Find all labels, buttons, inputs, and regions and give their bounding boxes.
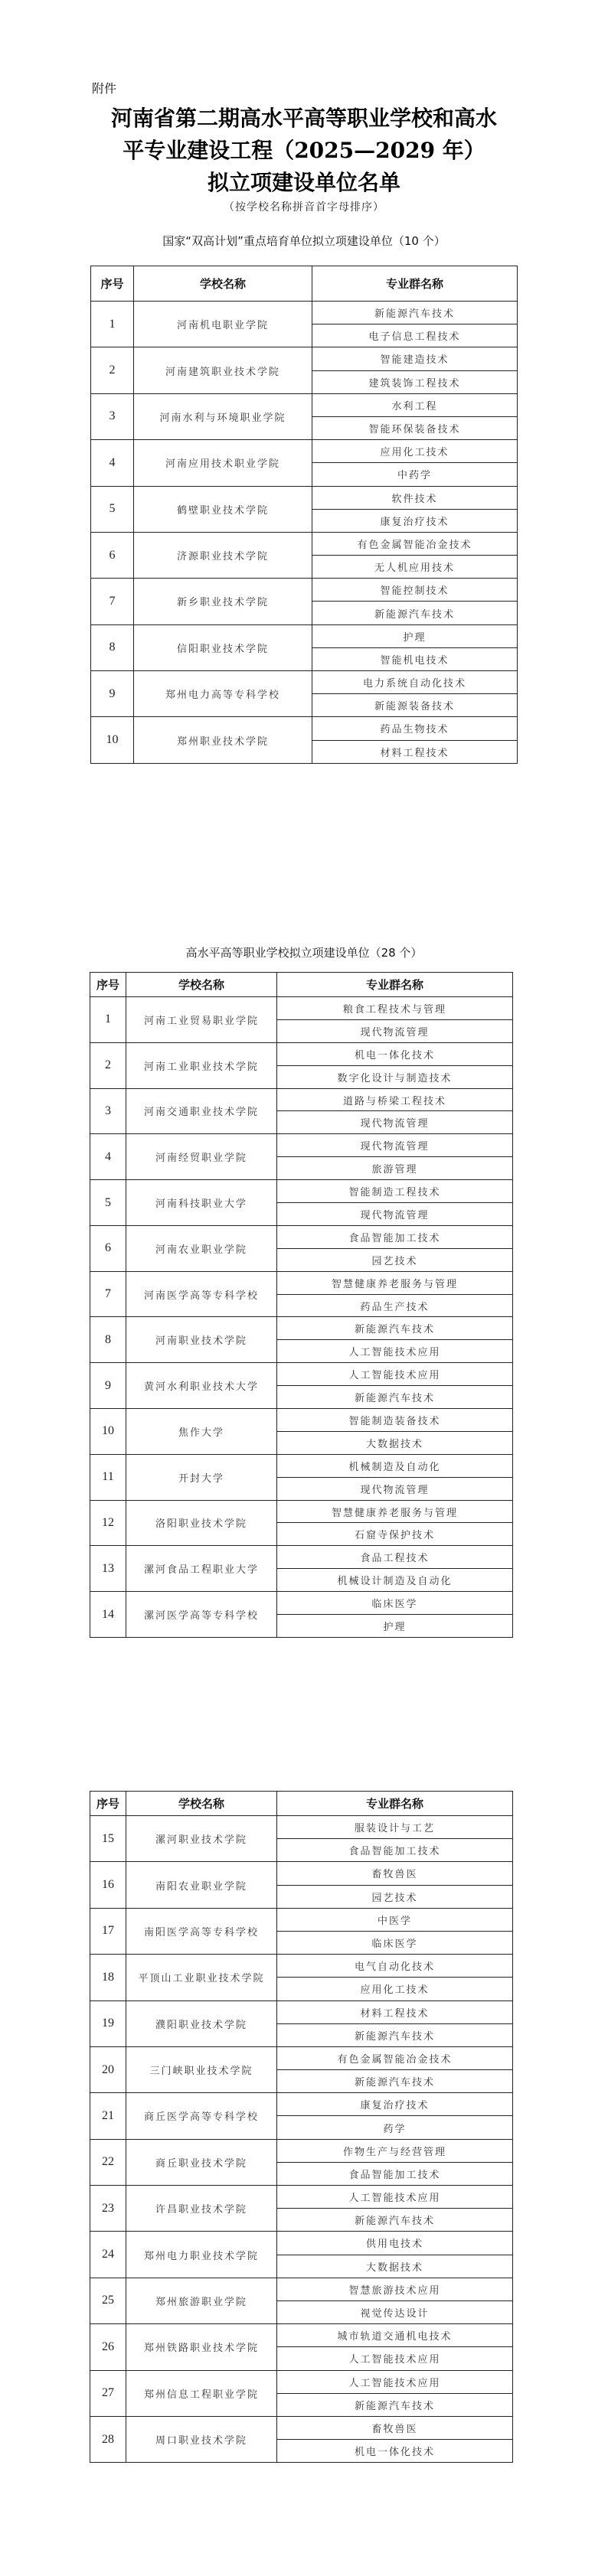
seq-cell: 10 [90, 1409, 126, 1455]
seq-cell: 4 [91, 440, 134, 486]
major-group-cell: 无人机应用技术 [312, 556, 518, 579]
seq-cell: 13 [90, 1546, 126, 1592]
major-group-cell: 现代物流管理 [277, 1134, 513, 1157]
table-row [91, 393, 518, 416]
major-group-cell: 机电一体化技术 [277, 2440, 513, 2463]
major-group-cell: 人工智能技术应用 [277, 1363, 513, 1386]
seq-cell: 7 [90, 1271, 126, 1317]
major-group-cell: 智能机电技术 [312, 647, 518, 670]
table-row [91, 347, 518, 370]
table-row [90, 2324, 513, 2347]
column-header-seq: 序号 [90, 973, 126, 997]
major-group-cell: 现代物流管理 [277, 1019, 513, 1042]
table-row [90, 1134, 513, 1157]
title-line-3: 拟立项建设单位名单 [207, 170, 400, 195]
title-line-1: 河南省第二期高水平高等职业学校和高水 [110, 106, 497, 131]
school-name-cell: 平顶山工业职业技术学院 [126, 1955, 277, 2000]
seq-cell: 2 [90, 1042, 126, 1088]
major-group-cell: 中药学 [312, 463, 518, 486]
seq-cell: 12 [90, 1500, 126, 1546]
major-group-cell: 电子信息工程技术 [312, 324, 518, 347]
school-name-cell: 开封大学 [126, 1454, 277, 1500]
column-header-school: 学校名称 [126, 973, 277, 997]
table-row [91, 717, 518, 740]
major-group-cell: 智能控制技术 [312, 579, 518, 602]
major-group-cell: 药品生产技术 [277, 1294, 513, 1317]
school-name-cell: 黄河水利职业技术大学 [126, 1363, 277, 1409]
table-row [90, 2046, 513, 2069]
school-name-cell: 商丘医学高等专科学校 [126, 2093, 277, 2139]
school-name-cell: 郑州铁路职业技术学院 [126, 2324, 277, 2370]
major-group-cell: 有色金属智能冶金技术 [312, 532, 518, 555]
major-group-cell: 人工智能技术应用 [277, 2347, 513, 2370]
seq-cell: 5 [91, 486, 134, 532]
school-name-cell: 郑州电力高等专科学校 [134, 671, 312, 717]
seq-cell: 20 [90, 2046, 126, 2092]
major-group-cell: 旅游管理 [277, 1157, 513, 1180]
page-title [84, 103, 524, 199]
table-row [90, 2186, 513, 2209]
school-name-cell: 郑州职业技术学院 [134, 717, 312, 763]
table-row [91, 671, 518, 694]
table-row [90, 2370, 513, 2393]
seq-cell: 3 [91, 393, 134, 439]
table-row [90, 2232, 513, 2255]
major-group-cell: 智慧健康养老服务与管理 [277, 1500, 513, 1523]
table-row [90, 1409, 513, 1432]
major-group-cell: 智能制造工程技术 [277, 1180, 513, 1203]
major-group-cell: 智慧健康养老服务与管理 [277, 1271, 513, 1294]
table-row [90, 1317, 513, 1340]
table-row [90, 1271, 513, 1294]
seq-cell: 19 [90, 2000, 126, 2046]
major-group-cell: 应用化工技术 [277, 1978, 513, 2000]
major-group-cell: 建筑装饰工程技术 [312, 370, 518, 393]
school-name-cell: 周口职业技术学院 [126, 2416, 277, 2462]
seq-cell: 8 [91, 624, 134, 670]
seq-cell: 23 [90, 2186, 126, 2232]
table-row [91, 579, 518, 602]
major-group-cell: 新能源装备技术 [312, 694, 518, 717]
table-row [90, 1955, 513, 1978]
school-name-cell: 河南机电职业学院 [134, 302, 312, 347]
major-group-cell: 水利工程 [312, 393, 518, 416]
table-row [90, 2416, 513, 2439]
major-group-cell: 应用化工技术 [312, 440, 518, 463]
table-row [90, 1592, 513, 1615]
major-group-cell: 新能源汽车技术 [312, 602, 518, 624]
school-name-cell: 河南水利与环境职业学院 [134, 393, 312, 439]
double-high-units-table [90, 266, 518, 764]
seq-cell: 4 [90, 1134, 126, 1180]
major-group-cell: 智能制造装备技术 [277, 1409, 513, 1432]
school-name-cell: 郑州电力职业技术学院 [126, 2232, 277, 2278]
major-group-cell: 食品智能加工技术 [277, 1839, 513, 1862]
seq-cell: 9 [91, 671, 134, 717]
major-group-cell: 作物生产与经营管理 [277, 2139, 513, 2162]
school-name-cell: 洛阳职业技术学院 [126, 1500, 277, 1546]
school-name-cell: 濮阳职业技术学院 [126, 2000, 277, 2046]
table-row [90, 1088, 513, 1111]
table-row [90, 1908, 513, 1931]
major-group-cell: 石窟寺保护技术 [277, 1523, 513, 1546]
table-header-row [90, 1792, 513, 1816]
school-name-cell: 新乡职业技术学院 [134, 579, 312, 624]
title-line-2: 平专业建设工程（2025—2029 年） [123, 138, 485, 163]
high-level-schools-table [90, 972, 513, 1638]
school-name-cell: 河南应用技术职业学院 [134, 440, 312, 486]
major-group-cell: 大数据技术 [277, 2255, 513, 2278]
seq-cell: 28 [90, 2416, 126, 2462]
column-header-seq: 序号 [91, 266, 134, 302]
school-name-cell: 河南科技职业大学 [126, 1180, 277, 1226]
seq-cell: 24 [90, 2232, 126, 2278]
major-group-cell: 数字化设计与制造技术 [277, 1065, 513, 1088]
seq-cell: 22 [90, 2139, 126, 2185]
school-name-cell: 商丘职业技术学院 [126, 2139, 277, 2185]
major-group-cell: 城市轨道交通机电技术 [277, 2324, 513, 2347]
seq-cell: 9 [90, 1363, 126, 1409]
major-group-cell: 食品工程技术 [277, 1546, 513, 1569]
major-group-cell: 临床医学 [277, 1931, 513, 1954]
major-group-cell: 机电一体化技术 [277, 1042, 513, 1065]
major-group-cell: 药学 [277, 2116, 513, 2139]
table-row [90, 1862, 513, 1885]
seq-cell: 21 [90, 2093, 126, 2139]
major-group-cell: 智能建造技术 [312, 347, 518, 370]
school-name-cell: 济源职业技术学院 [134, 532, 312, 578]
major-group-cell: 药品生物技术 [312, 717, 518, 740]
seq-cell: 15 [90, 1816, 126, 1862]
major-group-cell: 食品智能加工技术 [277, 2162, 513, 2185]
table-row [90, 2278, 513, 2300]
column-header-seq: 序号 [90, 1792, 126, 1816]
seq-cell: 18 [90, 1955, 126, 2000]
seq-cell: 17 [90, 1908, 126, 1954]
school-name-cell: 许昌职业技术学院 [126, 2186, 277, 2232]
major-group-cell: 供用电技术 [277, 2232, 513, 2255]
column-header-school: 学校名称 [126, 1792, 277, 1816]
seq-cell: 6 [91, 532, 134, 578]
major-group-cell: 电气自动化技术 [277, 1955, 513, 1978]
section-heading-double-high: 国家“双高计划”重点培育单位拟立项建设单位（10 个） [162, 234, 446, 248]
table-row [90, 1180, 513, 1203]
seq-cell: 5 [90, 1180, 126, 1226]
seq-cell: 1 [91, 302, 134, 347]
school-name-cell: 河南交通职业技术学院 [126, 1088, 277, 1134]
school-name-cell: 漯河医学高等专科学校 [126, 1592, 277, 1638]
school-name-cell: 郑州旅游职业学院 [126, 2278, 277, 2323]
table-row [90, 2093, 513, 2116]
table-row [91, 486, 518, 509]
major-group-cell: 畜牧兽医 [277, 1862, 513, 1885]
major-group-cell: 园艺技术 [277, 1248, 513, 1271]
seq-cell: 26 [90, 2324, 126, 2370]
major-group-cell: 新能源汽车技术 [277, 1386, 513, 1409]
major-group-cell: 材料工程技术 [277, 2000, 513, 2023]
major-group-cell: 临床医学 [277, 1592, 513, 1615]
table-row [90, 997, 513, 1020]
major-group-cell: 视觉传达设计 [277, 2300, 513, 2323]
major-group-cell: 食品智能加工技术 [277, 1225, 513, 1248]
seq-cell: 2 [91, 347, 134, 393]
school-name-cell: 信阳职业技术学院 [134, 624, 312, 670]
major-group-cell: 新能源汽车技术 [312, 302, 518, 324]
school-name-cell: 南阳农业职业学院 [126, 1862, 277, 1908]
major-group-cell: 新能源汽车技术 [277, 2070, 513, 2093]
section-heading-high-level-schools: 高水平高等职业学校拟立项建设单位（28 个） [185, 946, 423, 960]
table-row [91, 302, 518, 324]
seq-cell: 6 [90, 1225, 126, 1271]
seq-cell: 27 [90, 2370, 126, 2416]
major-group-cell: 康复治疗技术 [312, 509, 518, 532]
table-row [90, 1225, 513, 1248]
attachment-label: 附件 [92, 81, 117, 96]
school-name-cell: 鹤壁职业技术学院 [134, 486, 312, 532]
major-group-cell: 园艺技术 [277, 1885, 513, 1908]
major-group-cell: 软件技术 [312, 486, 518, 509]
major-group-cell: 有色金属智能冶金技术 [277, 2046, 513, 2069]
major-group-cell: 护理 [277, 1615, 513, 1638]
table-row [90, 1500, 513, 1523]
major-group-cell: 新能源汽车技术 [277, 1317, 513, 1340]
school-name-cell: 焦作大学 [126, 1409, 277, 1455]
major-group-cell: 护理 [312, 624, 518, 647]
table-row [90, 1454, 513, 1477]
seq-cell: 11 [90, 1454, 126, 1500]
table-row [90, 2139, 513, 2162]
school-name-cell: 漯河职业技术学院 [126, 1816, 277, 1862]
school-name-cell: 河南经贸职业学院 [126, 1134, 277, 1180]
major-group-cell: 道路与桥梁工程技术 [277, 1088, 513, 1111]
table-row [90, 1042, 513, 1065]
major-group-cell: 智慧旅游技术应用 [277, 2278, 513, 2300]
table-header-row [91, 266, 518, 302]
major-group-cell: 人工智能技术应用 [277, 1340, 513, 1363]
major-group-cell: 新能源汽车技术 [277, 2209, 513, 2232]
column-header-major-group: 专业群名称 [277, 973, 513, 997]
school-name-cell: 郑州信息工程职业学院 [126, 2370, 277, 2416]
table-row [91, 532, 518, 555]
table-row [91, 440, 518, 463]
major-group-cell: 中医学 [277, 1908, 513, 1931]
major-group-cell: 机械设计制造及自动化 [277, 1569, 513, 1592]
school-name-cell: 河南建筑职业技术学院 [134, 347, 312, 393]
seq-cell: 8 [90, 1317, 126, 1363]
major-group-cell: 现代物流管理 [277, 1203, 513, 1226]
major-group-cell: 畜牧兽医 [277, 2416, 513, 2439]
column-header-major-group: 专业群名称 [312, 266, 518, 302]
major-group-cell: 现代物流管理 [277, 1111, 513, 1134]
school-name-cell: 河南工业贸易职业学院 [126, 997, 277, 1043]
table-row [90, 1816, 513, 1839]
school-name-cell: 河南农业职业学院 [126, 1225, 277, 1271]
column-header-major-group: 专业群名称 [277, 1792, 513, 1816]
seq-cell: 10 [91, 717, 134, 763]
seq-cell: 7 [91, 579, 134, 624]
sort-note: （按学校名称拼音首字母排序） [224, 201, 384, 214]
table-row [90, 1363, 513, 1386]
table-row [91, 624, 518, 647]
major-group-cell: 服装设计与工艺 [277, 1816, 513, 1839]
major-group-cell: 电力系统自动化技术 [312, 671, 518, 694]
table-row [90, 1546, 513, 1569]
high-level-schools-table-continued [90, 1791, 513, 2463]
column-header-school: 学校名称 [134, 266, 312, 302]
school-name-cell: 河南职业技术学院 [126, 1317, 277, 1363]
major-group-cell: 新能源汽车技术 [277, 2393, 513, 2416]
table-row [90, 2000, 513, 2023]
major-group-cell: 大数据技术 [277, 1431, 513, 1454]
major-group-cell: 现代物流管理 [277, 1477, 513, 1500]
seq-cell: 25 [90, 2278, 126, 2323]
major-group-cell: 材料工程技术 [312, 740, 518, 763]
major-group-cell: 机械制造及自动化 [277, 1454, 513, 1477]
table-header-row [90, 973, 513, 997]
school-name-cell: 三门峡职业技术学院 [126, 2046, 277, 2092]
major-group-cell: 新能源汽车技术 [277, 2023, 513, 2046]
seq-cell: 3 [90, 1088, 126, 1134]
major-group-cell: 智能环保装备技术 [312, 416, 518, 439]
major-group-cell: 人工智能技术应用 [277, 2370, 513, 2393]
major-group-cell: 康复治疗技术 [277, 2093, 513, 2116]
seq-cell: 1 [90, 997, 126, 1043]
major-group-cell: 粮食工程技术与管理 [277, 997, 513, 1020]
school-name-cell: 河南医学高等专科学校 [126, 1271, 277, 1317]
seq-cell: 16 [90, 1862, 126, 1908]
seq-cell: 14 [90, 1592, 126, 1638]
school-name-cell: 河南工业职业技术学院 [126, 1042, 277, 1088]
school-name-cell: 南阳医学高等专科学校 [126, 1908, 277, 1954]
major-group-cell: 人工智能技术应用 [277, 2186, 513, 2209]
school-name-cell: 漯河食品工程职业大学 [126, 1546, 277, 1592]
